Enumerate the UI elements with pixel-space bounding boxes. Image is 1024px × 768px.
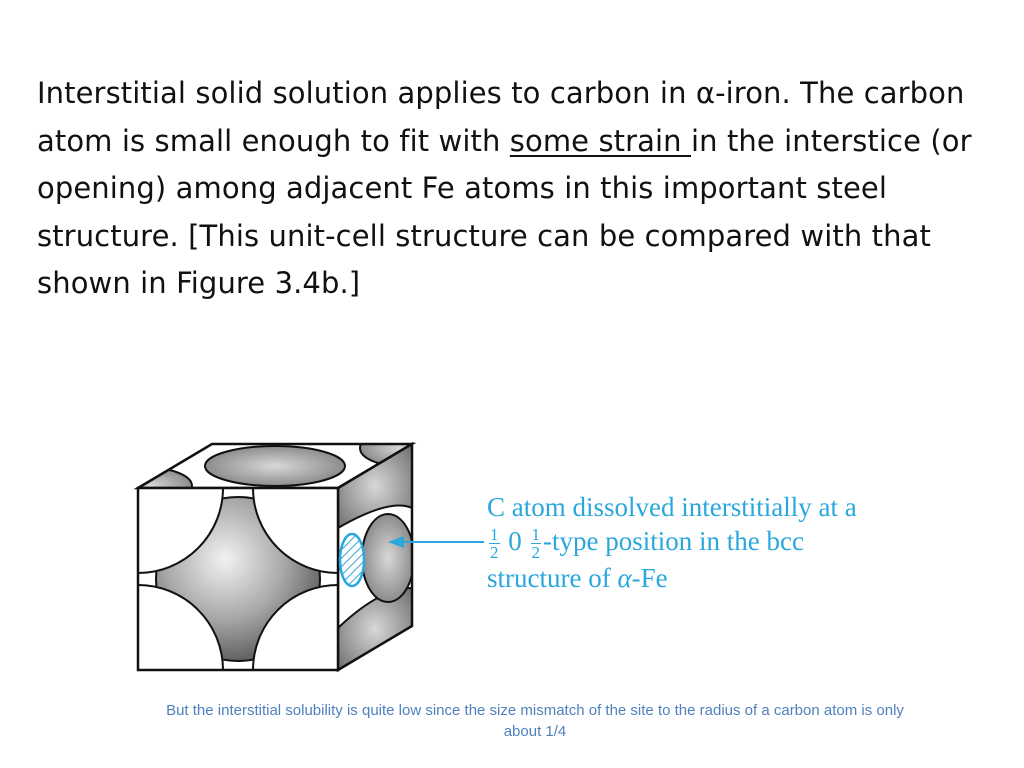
- alpha-symbol: α: [617, 563, 632, 594]
- figure-label-line-2: [487, 524, 967, 561]
- body-text-2: in the interstice (or opening) among adjacent Fe atoms in this important steel structure. [This unit-cell structure can be compared with that shown in Figure 3.4b.]: [37, 123, 972, 300]
- bcc-unit-cell-figure: [130, 438, 420, 678]
- fraction-denominator-2: 2: [531, 543, 540, 563]
- fraction-numerator-2: 1: [531, 525, 540, 545]
- figure-label: [487, 490, 967, 595]
- type-position-text: -type position in the bcc: [543, 526, 804, 556]
- pointer-arrow-icon: [388, 531, 484, 553]
- zero-index: 0: [508, 526, 522, 556]
- body-paragraph: [37, 70, 987, 308]
- figure-label-line-1: C atom dissolved interstitially at a: [487, 492, 857, 522]
- fraction-one-half: [489, 526, 500, 561]
- fraction-numerator: 1: [490, 525, 499, 545]
- figure-label-line-3: [487, 561, 967, 595]
- fraction-denominator: 2: [490, 543, 499, 563]
- body-text-1: Interstitial solid solution applies to carbon in α-iron. The carbon atom is small enough to fit with: [37, 76, 965, 158]
- structure-of-text: structure of: [487, 563, 618, 594]
- fe-text: -Fe: [631, 563, 668, 594]
- carbon-atom-hatch: [340, 534, 364, 586]
- fraction-one-half-2: [531, 526, 542, 561]
- caption: But the interstitial solubility is quite low since the size mismatch of the site to the radius of a carbon atom is only about 1/4: [166, 702, 904, 740]
- underlined-phrase: some strain: [509, 123, 691, 158]
